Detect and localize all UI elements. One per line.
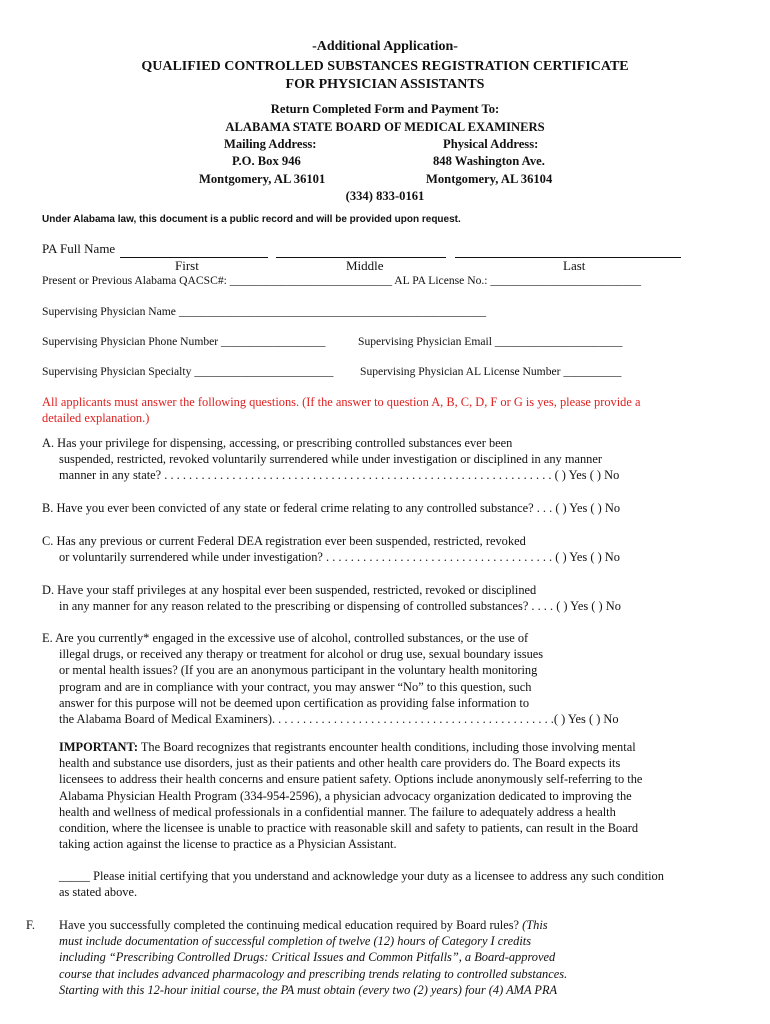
question-a-line2: suspended, restricted, revoked voluntarily surrendered while under investigation or disciplined in any manner [59, 452, 602, 467]
question-c-line1: C. Has any previous or current Federal DEA registration ever been suspended, restricted, revoked [42, 534, 526, 548]
question-e-line4: program and are in compliance with your contract, you may answer “No” to this question, such [59, 679, 532, 694]
question-e-line2: illegal drugs, or received any therapy or treatment for alcohol or drug use, sexual boundary issues [59, 647, 544, 662]
question-d [42, 582, 752, 614]
initial-line2: as stated above. [59, 885, 138, 900]
mailing-address-line2: Montgomery, AL 36101 [199, 172, 326, 186]
important-notice [59, 739, 749, 852]
physical-address-line2: Montgomery, AL 36104 [426, 172, 553, 186]
question-b-answer[interactable]: B. Have you ever been convicted of any state or federal crime relating to any controlled substance? . . . ( ) Yes ( ) No [42, 501, 621, 515]
question-e-answer[interactable]: the Alabama Board of Medical Examiners). . . . . . . . . . . . . . . . . . . . . . . . . . . . . . . . . . . . . . . . . . . . . .( ) Yes ( ) No [59, 712, 619, 727]
return-to-label: Return Completed Form and Payment To: [270, 102, 500, 116]
question-f-line5: Starting with this 12-hour initial course, the PA must obtain (every two (2) years) four (4) AMA PRA [59, 982, 558, 997]
question-f-line2: must include documentation of successful completion of twelve (12) hours of Category I credits [59, 934, 532, 949]
middle-name-caption: Middle [346, 258, 384, 273]
form-supertitle: -Additional Application- [312, 39, 458, 54]
question-e-line1: E. Are you currently* engaged in the excessive use of alcohol, controlled substances, or the use of [42, 631, 529, 645]
important-line6: condition, where the licensee is unable to practice with reasonable skill and safety to patients, can result in the Board [59, 821, 639, 836]
question-a-line1: A. Has your privilege for dispensing, accessing, or prescribing controlled substances ever been [42, 436, 513, 450]
supervising-physician-email-field[interactable]: Supervising Physician Email ______________________ [358, 335, 623, 348]
important-line4: Alabama Physician Health Program (334-954-2596), a physician advocacy organization dedicated to improving the [59, 788, 632, 803]
important-line7: taking action against the license to practice as a Physician Assistant. [59, 837, 397, 852]
board-name: ALABAMA STATE BOARD OF MEDICAL EXAMINERS [225, 120, 545, 134]
physical-address-label: Physical Address: [443, 137, 539, 151]
supervising-physician-phone-field[interactable]: Supervising Physician Phone Number __________________ [42, 335, 326, 348]
mailing-address-label: Mailing Address: [224, 137, 317, 151]
mailing-address-line1: P.O. Box 946 [232, 154, 301, 168]
question-f-line1: Have you successfully completed the continuing medical education required by Board rules? [59, 918, 523, 932]
question-e-line3: or mental health issues? (If you are an anonymous participant in the voluntary health monitoring [59, 663, 538, 678]
initial-field[interactable]: _____ Please initial certifying that you understand and acknowledge your duty as a licensee to address any such condition [59, 869, 664, 883]
question-d-answer[interactable]: in any manner for any reason related to the prescribing or dispensing of controlled substances? . . . . ( ) Yes ( ) No [59, 599, 621, 614]
important-line1: The Board recognizes that registrants encounter health conditions, including those involving mental [137, 740, 636, 754]
question-d-line1: D. Have your staff privileges at any hospital ever been suspended, restricted, revoked or disciplined [42, 583, 537, 597]
question-c-answer[interactable]: or voluntarily surrendered while under investigation? . . . . . . . . . . . . . . . . . . . . . . . . . . . . . . . . . . . . . ( ) Yes ( ) No [59, 550, 620, 565]
question-e-line5: answer for this purpose will not be deemed upon certification as providing false information to [59, 695, 530, 710]
question-f-line4: course that includes advanced pharmacology and prescribing trends relating to controlled substances. [59, 966, 568, 981]
question-f-line3: including “Prescribing Controlled Drugs: Critical Issues and Common Pitfalls”, a Board-approved [59, 950, 556, 965]
physical-address-line1: 848 Washington Ave. [433, 154, 545, 168]
important-line2: health and substance use disorders, just as their patients and other health care providers do. The Board expects its [59, 756, 621, 771]
supervising-physician-name-field[interactable]: Supervising Physician Name _____________________________________________________ [42, 305, 487, 318]
full-name-label: PA Full Name [42, 241, 116, 256]
question-a-answer[interactable]: manner in any state? . . . . . . . . . . . . . . . . . . . . . . . . . . . . . . . . . . . . . . . . . . . . . . . . . . . . . . . . . . . . . . . ( ) Yes ( ) No [59, 468, 620, 483]
question-f-line1-italic: (This [522, 918, 548, 932]
public-record-notice: Under Alabama law, this document is a public record and will be provided upon request. [42, 214, 461, 225]
form-subtitle: FOR PHYSICIAN ASSISTANTS [285, 77, 485, 92]
form-title: QUALIFIED CONTROLLED SUBSTANCES REGISTRATION CERTIFICATE [141, 59, 629, 74]
question-f-letter: F. [26, 918, 35, 932]
last-name-caption: Last [563, 258, 586, 273]
question-f [59, 917, 749, 998]
important-line3: licensees to address their health concerns and ensure patient safety. Options include anonymously self-referring to the [59, 772, 643, 787]
important-line5: health and wellness of medical professionals in a confidential manner. The failure to adequately address a health [59, 804, 616, 819]
important-label: IMPORTANT: [59, 740, 138, 754]
board-phone: (334) 833-0161 [345, 189, 425, 203]
qacsc-license-field[interactable]: Present or Previous Alabama QACSC#: ____________________________ AL PA License No.: __________________________ [42, 274, 642, 287]
supervising-physician-specialty-field[interactable]: Supervising Physician Specialty ________________________ [42, 365, 334, 378]
question-b [42, 500, 752, 516]
question-e [42, 630, 752, 727]
question-c [42, 533, 752, 565]
supervising-physician-license-field[interactable]: Supervising Physician AL License Number __________ [360, 365, 622, 378]
initial-certification [59, 868, 749, 900]
instructions-line1: All applicants must answer the following questions. (If the answer to question A, B, C, D, F or G is yes, please provide a [42, 395, 641, 409]
question-a [42, 435, 752, 484]
first-name-caption: First [175, 258, 199, 273]
instructions-line2: detailed explanation.) [42, 411, 150, 425]
